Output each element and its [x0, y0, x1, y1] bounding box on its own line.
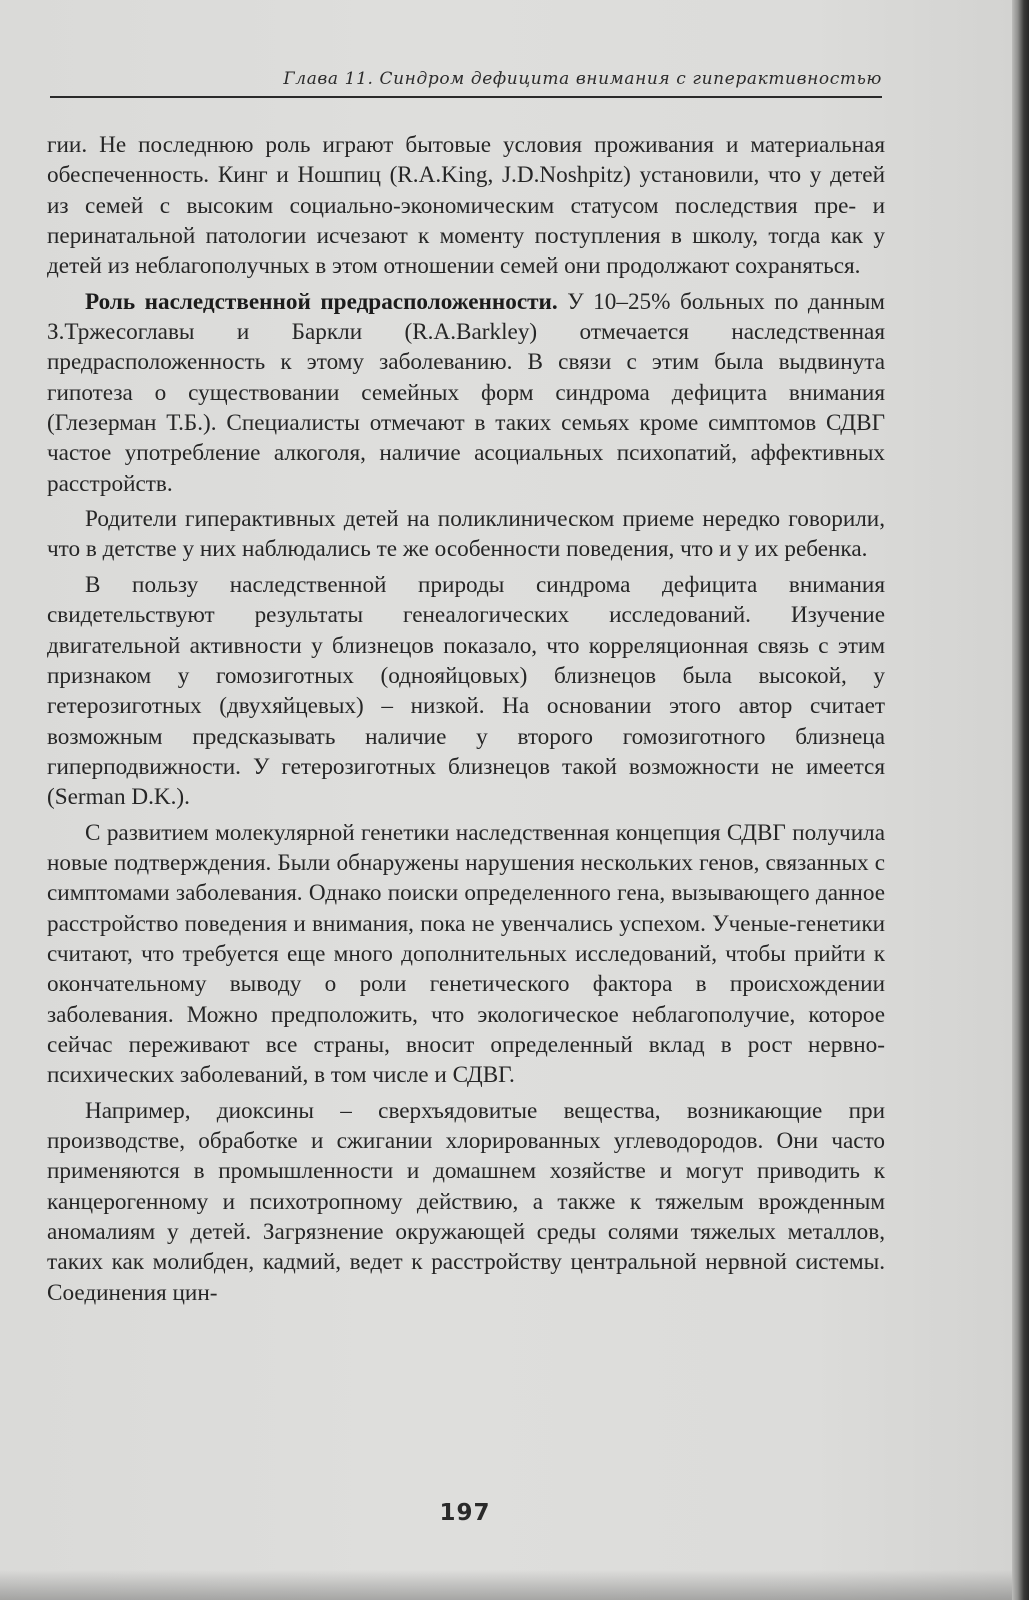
paragraph-heredity-text: У 10–25% больных по данным З.Тржесоглавы и Баркли (R.A.Barkley) отмечается наследственная предрасположенность к этому заболеванию. В связи с этим была выдвинута гипотеза о существовании семейных форм синдрома дефицита внимания (Глезерман Т.Б.). Специалисты отмечают в таких семьях кроме симптомов СДВГ частое употребление алкоголя, наличие асоциальных психопатий, аффективных расстройств.: [47, 288, 885, 497]
section-heading-inline: Роль наследственной предрасположенности.: [85, 288, 558, 315]
running-header: Глава 11. Синдром дефицита внимания с гиперактивностью: [50, 64, 882, 98]
paragraph-twins: В пользу наследственной природы синдрома дефицита внимания свидетельствуют результаты генеалогических исследований. Изучение двигательной активности у близнецов показало, что корреляционная связь с этим признаком у гомозиготных (однояйцовых) близнецов была высокой, у гетерозиготных (двухяйцевых) – низкой. На основании этого автор считает возможным предсказывать наличие у второго гомозиготного близнеца гиперподвижности. У гетерозиготных близнецов такой возможности не имеется (Serman D.K.).: [47, 571, 885, 811]
paragraph-dioxins: Например, диоксины – сверхъядовитые вещества, возникающие при производстве, обработке и сжигании хлорированных углеводородов. Они часто применяются в промышленности и домашнем хозяйстве и могут приводить к канцерогенному и психотропному действию, а также к тяжелым врожденным аномалиям у детей. Загрязнение окружающей среды солями тяжелых металлов, таких как молибден, кадмий, ведет к расстройству центральной нервной системы. Соединения цин-: [47, 1097, 885, 1306]
paragraph-parents: Родители гиперактивных детей на поликлиническом приеме нередко говорили, что в детстве у них наблюдались те же особенности поведения, что и у их ребенка.: [47, 506, 885, 563]
body-text: [47, 130, 885, 1313]
page-number: 197: [439, 1500, 491, 1526]
paragraph-heredity: [47, 287, 885, 499]
paragraph-continued: гии. Не последнюю роль играют бытовые условия проживания и материальная обеспеченность. Кинг и Ношпиц (R.A.King, J.D.Noshpitz) установили, что у детей из семей с высоким социально-экономическим статусом последствия пре- и перинатальной патологии исчезают к моменту поступления в школу, тогда как у детей из неблагополучных в этом отношении семей они продолжают сохраняться.: [47, 132, 885, 280]
page-bottom-shadow: [0, 1570, 1012, 1600]
book-spine-shadow: [1012, 0, 1029, 1600]
paragraph-genetics: С развитием молекулярной генетики наследственная концепция СДВГ получила новые подтверждения. Были обнаружены нарушения нескольких генов, связанных с симптомами заболевания. Однако поиски определенного гена, вызывающего данное расстройство поведения и внимания, пока не увенчались успехом. Ученые-генетики считают, что требуется еще много дополнительных исследований, чтобы прийти к окончательному выводу о роли генетического фактора в происхождении заболевания. Можно предположить, что экологическое неблагополучие, которое сейчас переживают все страны, вносит определенный вклад в рост нервно-психических заболеваний, в том числе и СДВГ.: [47, 819, 885, 1089]
